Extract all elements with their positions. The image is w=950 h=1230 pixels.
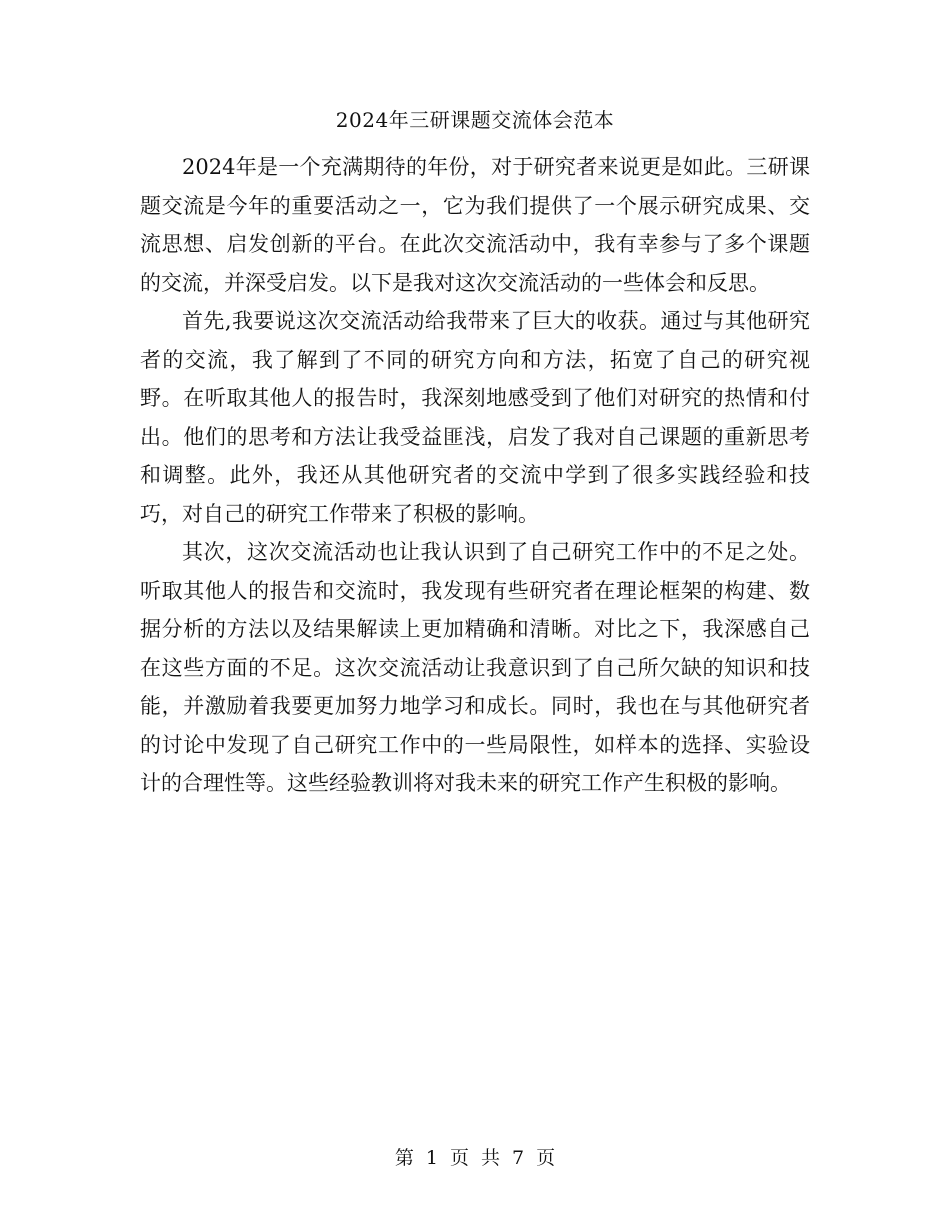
page-number-footer: 第 1 页 共 7 页 xyxy=(394,1147,556,1169)
document-title: 2024年三研课题交流体会范本 xyxy=(335,108,615,132)
paragraph-shortcomings: 其次，这次交流活动也让我认识到了自己研究工作中的不足之处。听取其他人的报告和交流时，我发现有些研究者在理论框架的构建、数据分析的方法以及结果解读上更加精确和清晰。对比之下，我深感自己在这些方面的不足。这次交流活动让我意识到了自己所欠缺的知识和技能，并激励着我要更加努力地学习和成长。同时，我也在与其他研究者的讨论中发现了自己研究工作中的一些局限性，如样本的选择、实验设计的合理性等。这些经验教训将对我未来的研究工作产生积极的影响。 xyxy=(140,540,810,795)
document-body xyxy=(140,148,810,803)
paragraph-intro: 2024年是一个充满期待的年份，对于研究者来说更是如此。三研课题交流是今年的重要活动之一，它为我们提供了一个展示研究成果、交流思想、启发创新的平台。在此次交流活动中，我有幸参与了多个课题的交流，并深受启发。以下是我对这次交流活动的一些体会和反思。 xyxy=(140,155,810,295)
paragraph-gains: 首先,我要说这次交流活动给我带来了巨大的收获。通过与其他研究者的交流，我了解到了不同的研究方向和方法，拓宽了自己的研究视野。在听取其他人的报告时，我深刻地感受到了他们对研究的热情和付出。他们的思考和方法让我受益匪浅，启发了我对自己课题的重新思考和调整。此外，我还从其他研究者的交流中学到了很多实践经验和技巧，对自己的研究工作带来了积极的影响。 xyxy=(140,309,810,526)
